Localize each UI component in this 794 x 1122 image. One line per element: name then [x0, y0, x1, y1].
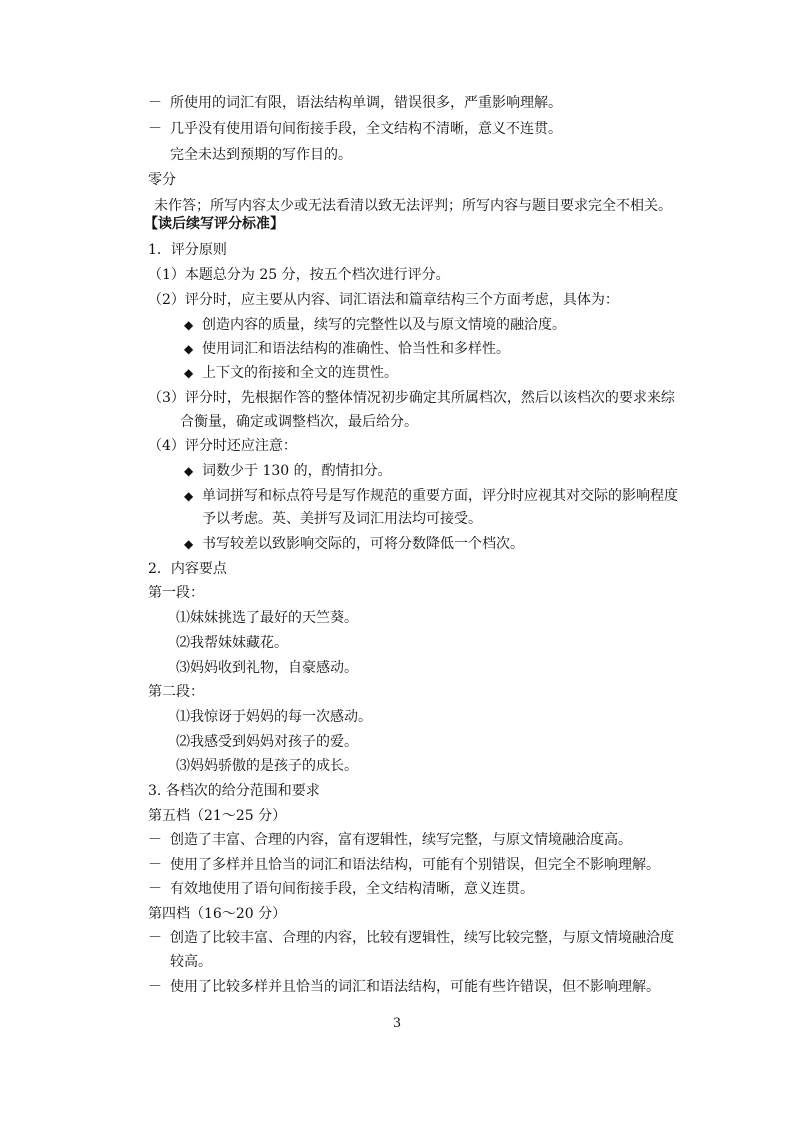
item-text: 几乎没有使用语句间衔接手段，全文结构不清晰，意义不连贯。	[170, 121, 562, 137]
diamond-bullet-icon: ◆	[184, 318, 194, 332]
paragraph-label: 第二段：	[148, 684, 204, 700]
content-point: ⑵我帮妹妹藏花。	[176, 635, 288, 651]
diamond-bullet-icon: ◆	[184, 537, 194, 551]
item-text: 创造了丰富、合理的内容，富有逻辑性，续写完整，与原文情境融洽度高。	[170, 832, 632, 848]
item-text: 书写较差以致影响交际的，可将分数降低一个档次。	[202, 536, 524, 552]
section-heading: 【读后续写评分标准】	[144, 216, 284, 232]
page-number: 3	[393, 1015, 401, 1031]
dash-item	[148, 93, 562, 113]
dash-marker: －	[148, 881, 162, 897]
dash-marker: －	[148, 979, 162, 995]
item-text: 词数少于 130 的，酌情扣分。	[202, 463, 392, 479]
dash-item	[148, 830, 632, 850]
diamond-bullet-icon: ◆	[184, 464, 194, 478]
rule-item: （1）本题总分为 25 分，按五个档次进行评分。	[148, 267, 450, 283]
grade-heading: 零分	[148, 172, 176, 188]
content-point: ⑴我惊讶于妈妈的每一次感动。	[176, 709, 372, 725]
bullet-item-continuation: 予以考虑。英、美拼写及词汇用法均可接受。	[202, 511, 482, 527]
paragraph-line: 完全未达到预期的写作目的。	[170, 147, 352, 163]
numbered-heading: 3. 各档次的给分范围和要求	[148, 783, 320, 799]
item-text: 所使用的词汇有限，语法结构单调，错误很多，严重影响理解。	[170, 95, 562, 111]
dash-marker: －	[148, 121, 162, 137]
dash-item	[148, 977, 660, 997]
bullet-item	[184, 486, 678, 506]
bullet-item	[184, 363, 398, 383]
diamond-bullet-icon: ◆	[184, 342, 194, 356]
item-text: 创造了比较丰富、合理的内容，比较有逻辑性，续写比较完整，与原文情境融洽度	[170, 930, 674, 946]
grade-heading: 第四档（16～20 分）	[148, 906, 287, 922]
numbered-heading: 1．评分原则	[148, 242, 227, 258]
diamond-bullet-icon: ◆	[184, 489, 194, 503]
content-point: ⑶妈妈收到礼物，自豪感动。	[176, 660, 358, 676]
dash-marker: －	[148, 832, 162, 848]
dash-item-continuation: 较高。	[170, 954, 212, 970]
content-point: ⑴妹妹挑选了最好的天竺葵。	[176, 610, 358, 626]
bullet-item	[184, 461, 392, 481]
bullet-item	[184, 534, 524, 554]
paragraph-line: 未作答；所写内容太少或无法看清以致无法评判；所写内容与题目要求完全不相关。	[154, 198, 672, 214]
dash-item	[148, 879, 534, 899]
rule-item-continuation: 合衡量，确定或调整档次，最后给分。	[180, 414, 418, 430]
item-text: 单词拼写和标点符号是写作规范的重要方面，评分时应视其对交际的影响程度	[202, 488, 678, 504]
item-text: 创造内容的质量，续写的完整性以及与原文情境的融洽度。	[202, 317, 566, 333]
content-point: ⑵我感受到妈妈对孩子的爱。	[176, 734, 358, 750]
item-text: 使用了比较多样并且恰当的词汇和语法结构，可能有些许错误，但不影响理解。	[170, 979, 660, 995]
paragraph-label: 第一段：	[148, 585, 204, 601]
diamond-bullet-icon: ◆	[184, 366, 194, 380]
dash-marker: －	[148, 857, 162, 873]
bullet-item	[184, 315, 566, 335]
item-text: 有效地使用了语句间衔接手段，全文结构清晰，意义连贯。	[170, 881, 534, 897]
dash-item	[148, 855, 660, 875]
grade-heading: 第五档（21～25 分）	[148, 808, 287, 824]
item-text: 上下文的衔接和全文的连贯性。	[202, 365, 398, 381]
rule-item: （4）评分时还应注意：	[148, 438, 297, 454]
dash-marker: －	[148, 95, 162, 111]
item-text: 使用了多样并且恰当的词汇和语法结构，可能有个别错误，但完全不影响理解。	[170, 857, 660, 873]
numbered-heading: 2．内容要点	[148, 561, 227, 577]
item-text: 使用词汇和语法结构的准确性、恰当性和多样性。	[202, 341, 510, 357]
bullet-item	[184, 339, 510, 359]
rule-item: （2）评分时，应主要从内容、词汇语法和篇章结构三个方面考虑，具体为：	[148, 292, 619, 308]
dash-marker: －	[148, 930, 162, 946]
content-point: ⑶妈妈骄傲的是孩子的成长。	[176, 758, 358, 774]
dash-item	[148, 928, 674, 948]
rule-item: （3）评分时，先根据作答的整体情况初步确定其所属档次，然后以该档次的要求来综	[148, 390, 675, 406]
dash-item	[148, 119, 562, 139]
